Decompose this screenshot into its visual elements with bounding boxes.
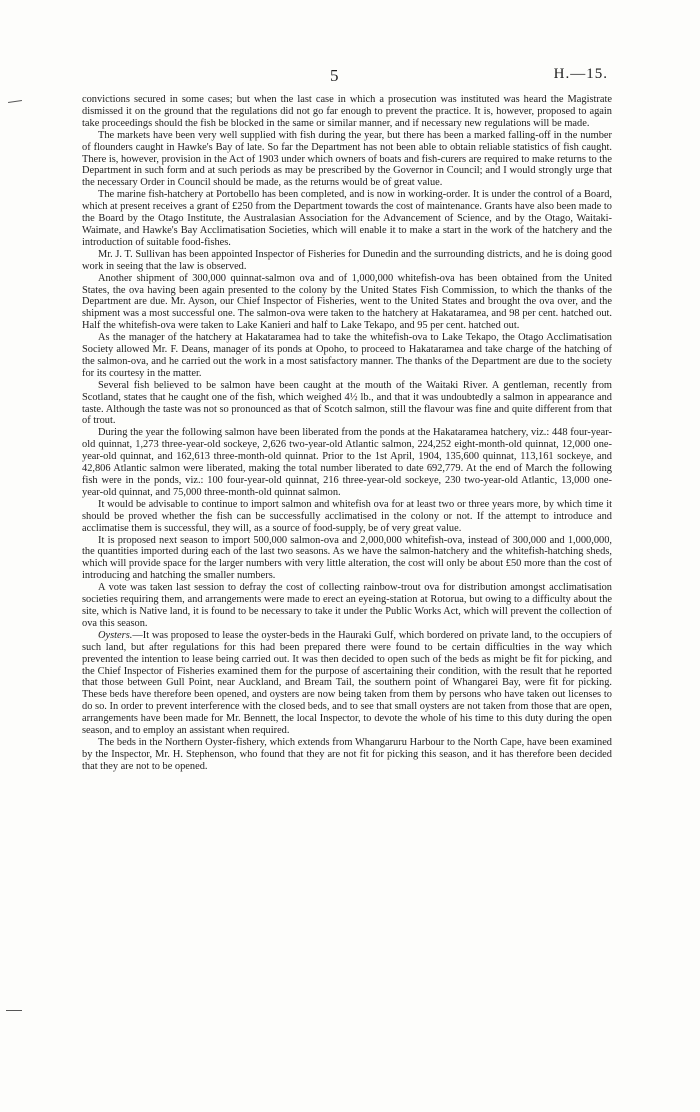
paragraph: As the manager of the hatchery at Hakataramea had to take the whitefish-ova to Lake Tekapo, the Otago Acclimatisation Society allowed Mr. F. Deans, manager of its ponds at Opoho, to proceed to Hakataramea and take charge of the hatching of the salmon-ova, and he carried out the work in a most satisfactory manner. The thanks of the Department are due to the society for its courtesy in the matter. [82,332,612,379]
paragraph: It would be advisable to continue to import salmon and whitefish ova for at least two or three years more, by which time it should be proved whether the fish can be successfully acclimatised in the colony or not. If the attempt to introduce and acclimatise them is successful, they will, as a source of food-supply, be of very great value. [82,498,612,534]
margin-mark-bottom [6,1010,22,1011]
paragraph: Several fish believed to be salmon have been caught at the mouth of the Waitaki River. A gentleman, recently from Scotland, states that he caught one of the fish, which weighed 4½ lb., and that it was undoubtedly a salmon in appearance and taste. Although the taste was not so pronounced as that of Scotch salmon, still the flavour was fine and quite different from that of trout. [82,379,612,427]
paragraph: convictions secured in some cases; but when the last case in which a prosecution was instituted was heard the Magistrate dismissed it on the ground that the regulations did not go far enough to prevent the practice. It is, however, proposed to again take proceedings should the fish be blocked in the same or similar manner, and if necessary new regulations will be made. [82,94,612,129]
paragraph: Another shipment of 300,000 quinnat-salmon ova and of 1,000,000 whitefish-ova has been obtained from the United States, the ova having been again presented to the colony by the United States Fish Commission, to which the thanks of the Department are due. Mr. Ayson, our Chief Inspector of Fisheries, went to the United States and brought the ova over, and the shipment was a most successful one. The salmon-ova were taken to the hatchery at Hakataramea, and 98 per cent. hatched out. Half the whitefish-ova were taken to Lake Kanieri and half to Lake Tekapo, and 95 per cent. hatched out. [82,272,612,332]
section-heading-oysters: Oysters. [98,629,133,641]
paragraph-oysters [82,630,612,737]
paragraph: The markets have been very well supplied with fish during the year, but there has been a marked falling-off in the number of flounders caught in Hawke's Bay of late. So far the Department has not been able to obtain reliable statistics of fish caught. There is, however, provision in the Act of 1903 under which owners of boats and fish-curers are required to make returns to the Department in such form and at such periods as may be prescribed by the Governor in Council; and I would strongly urge that the necessary Order in Council should be made, as the returns would be of great value. [82,129,612,189]
paragraph: The marine fish-hatchery at Portobello has been completed, and is now in working-order. It is under the control of a Board, which at present receives a grant of £250 from the Department towards the cost of maintenance. Grants have also been made to the Board by the Otago Institute, the Australasian Association for the Advancement of Science, and by the Otago, Waitaki-Waimate, and Hawke's Bay Acclimatisation Societies, which will enable it to make a start in the work of the hatchery and the introduction of suitable food-fishes. [82,189,612,248]
paragraph: During the year the following salmon have been liberated from the ponds at the Hakataramea hatchery, viz.: 448 four-year-old quinnat, 1,273 three-year-old sockeye, 2,626 two-year-old Atlantic salmon, 224,252 eight-month-old quinnat, 12,000 one-year-old quinnat, and 162,613 three-month-old quinnat. Prior to the 1st April, 1904, 135,600 quinnat, 113,161 sockeye, and 42,806 Atlantic salmon were liberated, making the total number liberated to date 692,779. At the end of March the following fish were in the ponds, viz.: 100 four-year-old quinnat, 216 three-year-old sockeye, 230 two-year-old Atlantic, 13,000 one-year-old quinnat, and 75,000 three-month-old quinnat salmon. [82,427,612,498]
paragraph: Mr. J. T. Sullivan has been appointed Inspector of Fisheries for Dunedin and the surrounding districts, and he is doing good work in seeing that the law is observed. [82,248,612,272]
body-text [82,94,612,773]
paragraph-text: —It was proposed to lease the oyster-beds in the Hauraki Gulf, which bordered on private land, to the occupiers of such land, but after regulations for this had been prepared there were found to be certain difficulties in the way which prevented the intention to lease being carried out. It was then decided to open such of the beds as might be fit for picking, and the Chief Inspector of Fisheries examined them for the purpose of ascertaining their condition, with the result that he reported that those between Gull Point, near Auckland, and Bream Tail, the southern point of Whangarei Bay, were fit for picking. These beds have therefore been opened, and oysters are now being taken from them by persons who have taken out licenses to do so. In order to prevent interference with the closed beds, and to see that small oysters are not taken from those that are open, arrangements have been made for Mr. Bennett, the local Inspector, to devote the whole of his time to this duty during the open season, and to employ an assistant when required. [82,629,612,737]
paragraph: The beds in the Northern Oyster-fishery, which extends from Whangaruru Harbour to the North Cape, have been examined by the Inspector, Mr. H. Stephenson, who found that they are not fit for picking this season, and it has therefore been decided that they are not to be opened. [82,736,612,772]
paragraph: It is proposed next season to import 500,000 salmon-ova and 2,000,000 whitefish-ova, instead of 300,000 and 1,000,000, the quantities imported during each of the last two seasons. As we have the salmon-hatchery and the whitefish-hatching sheds, which will provide space for the larger numbers with very little alteration, the cost will only be about £50 more than the cost of introducing and hatching the smaller numbers. [82,534,612,582]
paragraph: A vote was taken last session to defray the cost of collecting rainbow-trout ova for distribution amongst acclimatisation societies requiring them, and arrangements were made to erect an eyeing-station at Rotorua, but owing to a difficulty about the site, which is Native land, it is found to be necessary to take it under the Public Works Act, which will prevent the collection of ova this season. [82,582,612,629]
document-reference: H.—15. [553,66,608,82]
page-header [0,66,700,90]
margin-mark-top [8,100,22,103]
page-number: 5 [330,66,339,85]
